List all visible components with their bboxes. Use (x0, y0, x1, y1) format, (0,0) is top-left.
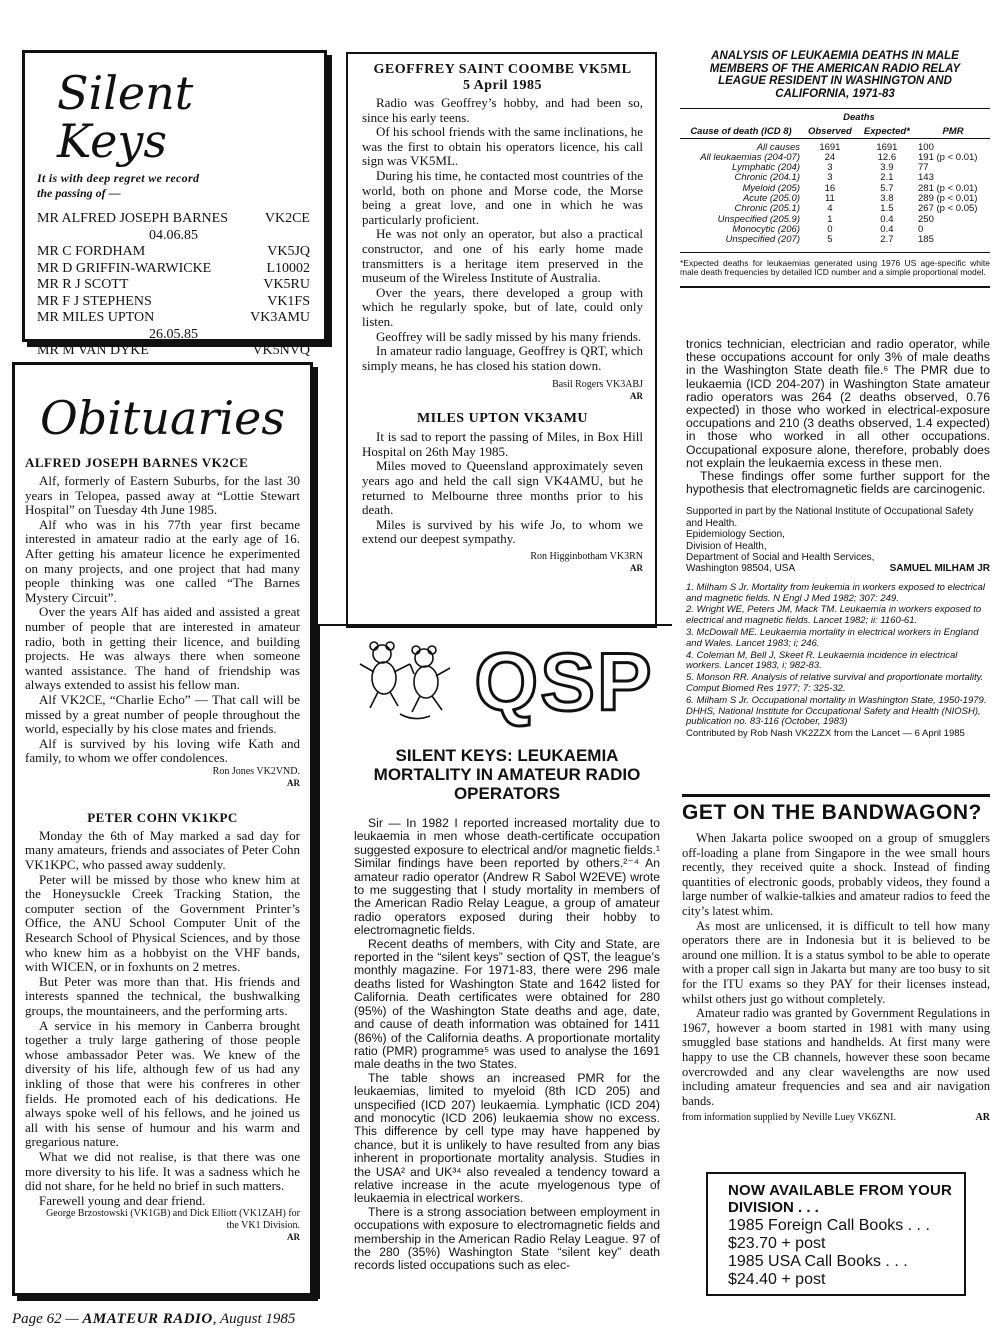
list-item: MR M VAN DYKE VK5NVQ (37, 343, 310, 358)
paragraph: Miles moved to Queensland approximately seven years ago and held the call sign VK4AMU, but he returned to Melbourne three months prior to his death. (362, 458, 643, 518)
bandwagon-title: GET ON THE BANDWAGON? (682, 801, 982, 824)
list-item-date: 26.05.85 (149, 326, 198, 342)
table-row: Myeloid (205) 16 5.7 281 (p < 0.01) (742, 182, 978, 194)
list-item: MR D GRIFFIN-WARWICKE L10002 (37, 260, 310, 276)
table-row: Chronic (204.1) 3 2.1 143 (734, 172, 934, 184)
reference: 2. Wright WE, Peters JM, Mack TM. Leukaemia in workers exposed to electrical and magnetic fields. Lancet 1982; ii: 1160-61. (686, 604, 982, 627)
paragraph: Radio was Geoffrey’s hobby, and had been so, since his early teens. (362, 95, 643, 125)
ad-price: $23.70 + post (728, 1235, 826, 1252)
table-row: Monocytic (206) 0 0.4 0 (732, 223, 924, 235)
barnes-article (25, 474, 300, 788)
ar-mark: AR (630, 563, 643, 574)
obituaries-box (12, 362, 313, 1296)
silent-keys-list (37, 211, 310, 360)
paragraph: Peter will be missed by those who knew him at the Honeysuckle Creek Tracking Station, the computer section of the Government Printer’s Office, the ANU School Computer Unit of the Research School of Physical Sciences, and by those who knew him as a hobbyist on the VHF bands, with WICEN, or in foxhunts on 2 metres. (25, 871, 300, 975)
coombe-article (362, 96, 643, 401)
ad-item: 1985 Foreign Call Books . . . (728, 1217, 930, 1234)
table-row: Unspecified (207) 5 2.7 185 (725, 234, 934, 246)
paragraph: Of his school friends with the same inclinations, he was the first to obtain his operators licence, his call sign was VK5ML. (362, 124, 643, 169)
table-row: Chronic (205.1) 4 1.5 267 (p < 0.05) (734, 203, 978, 215)
paragraph: Recent deaths of members, with City and State, are reported in the “silent keys” section of QST, the league’s monthly magazine. For 1971-83, there were 296 male deaths listed for Washington State and 1642 listed for California. Death certificates were obtained for 280 (95%) of the Washington State deaths and age, date, and cause of death information was obtained for 1411 (86%) of the California deaths. A proportionate mortality ratio (PMR) programme⁵ was used to analyse the 1691 male deaths in the two States. (354, 936, 660, 1072)
paragraph: Over the years, there developed a group with which he regularly spoke, but of late, could only listen. (362, 284, 643, 329)
obituaries-title: Obituaries (40, 391, 285, 445)
paragraph: These findings offer some further support for the hypothesis that electromagnetic fields are carcinogenic. (686, 469, 990, 497)
list-item: MR ALFRED JOSEPH BARNES VK2CE (37, 211, 310, 226)
bandwagon-article (682, 794, 990, 1123)
paragraph: Miles is survived by his wife Jo, to whom we extend our deepest sympathy. (362, 516, 643, 547)
paragraph: He was not only an operator, but also a practical constructor, and one of his early home made transmitters is a heritage item preserved in the museum of the Wireless Institute of Australia. (362, 226, 643, 286)
page-footer: Page 62 — AMATEUR RADIO, August 1985 (12, 1311, 296, 1327)
silent-keys-intro: It is with deep regret we record (37, 171, 200, 185)
paragraph: Amateur radio was granted by Government Regulations in 1967, however a boom started in 1981 with many using smuggled base stations and handhelds. At first many were happy to use the CB channels, however these soon became overcrowded and any clear wavelengths are now used including amateur frequencies and sea and air navigation bands. (682, 1006, 990, 1108)
upton-signature: Ron Higginbotham VK3RN (530, 551, 643, 563)
ar-mark: AR (287, 777, 300, 788)
list-item: MR R J SCOTT VK5RU (37, 277, 310, 292)
support-note: Supported in part by the National Institute of Occupational Safety and Health. (686, 506, 974, 529)
qsp-article (318, 624, 672, 1299)
paragraph: Alf, formerly of Eastern Suburbs, for the last 30 years in Telopea, passed away at “Lottie Stewart Hospital” on Tuesday 4th June 1985. (25, 473, 300, 518)
paragraph: A service in his memory in Canberra brought together a truly large gathering of those people whose ambassador Peter was. We knew of the diversity of his life, although few of us had any inkling of those that were his confreres in other fields. He promoted each of his dedications. He always spoke well of his fellows, and he joined us all with his sense of humour and his warm and gregarious nature. (25, 1017, 300, 1150)
qsp-title: SILENT KEYS: LEUKAEMIA MORTALITY IN AMATEUR RADIO OPERATORS (373, 746, 641, 803)
coombe-heading: GEOFFREY SAINT COOMBE VK5ML (373, 62, 632, 77)
ad-item: 1985 USA Call Books . . . (728, 1253, 908, 1270)
qsp-logo-art (449, 638, 679, 728)
paragraph: Over the years Alf has aided and assisted a great number of people that are interested in amateur radio, both in getting their licence, and building projects. He was always there when someone wanted assistance. The hand of friendship was always extended to assist his fellow man. (25, 604, 300, 693)
cohn-article (25, 829, 300, 1242)
list-item: MR C FORDHAM VK5JQ (37, 244, 310, 259)
address-city: Washington 98504, USA (686, 563, 796, 575)
table-row: Lymphatic (204) 3 3.9 77 (732, 162, 929, 174)
silent-keys-title: Silent Keys (57, 66, 194, 168)
paragraph: The table shows an increased PMR for the leukaemias, limited to myeloid (8th ICD 205) and unspecified (ICD 207) leukaemia. Lymphatic (ICD 204) and monocytic (ICD 206) leukaemia show no excess. This difference by cell type may have happened by chance, but it is unlikely to have resulted from any bias inherent in proportionate mortality analysis. Studies in the USA² and UK³⁴ also revealed a tendency toward a relative increase in the acute myelogenous type of leukaemia in electrical workers. (354, 1070, 660, 1206)
coombe-upton-box (346, 52, 657, 628)
paragraph: What we did not realise, is that there was one more diversity to his life. It was a sadness which he did not share, for he held no brief in such matters. (25, 1148, 300, 1194)
paragraph: Alf who was in his 77th year first became interested in amateur radio at the early age of 16. After getting his amateur licence he experimented on many projects, and one project that had many people thinking was one called “The Barnes Mystery Circuit”. (25, 516, 300, 605)
paragraph: tronics technician, electrician and radio operator, while these occupations account for only 3% of male deaths in the Washington State death file.⁶ The PMR due to leukaemia (ICD 204-207) in Washington State amateur radio operators was 264 (2 deaths observed, 0.76 expected) in those who worked in electrical-exposure occupations and 210 (3 deaths observed, 1.4 expected) in those who worked in all other occupations. Occupational exposure alone, therefore, probably does not explain the leukaemia excess in these men. (686, 337, 990, 470)
col-header-expected: Expected* (863, 126, 910, 138)
ar-mark: AR (287, 1232, 300, 1243)
reference: 1. Milham S Jr. Mortality from leukemia in workers exposed to electrical and magnetic fields. N Engl J Med 1982; 307: 249. (686, 581, 985, 604)
page-number: Page 62 (12, 1311, 62, 1327)
reference: 4. Coleman M, Bell J, Skeet R. Leukaemia incidence in electrical workers. Lancet 1983, i; 982-83. (686, 649, 958, 672)
contributed-note: Contributed by Rob Nash VK2ZZX from the Lancet — 6 April 1985 (686, 728, 965, 740)
table-footnote: *Expected deaths for leukaemias generated using 1976 US age-specific white male death frequencies by detailed ICD number and a simple proportional model. (680, 257, 990, 278)
paragraph: It is sad to report the passing of Miles, in Box Hill Hospital on 26th May 1985. (362, 429, 643, 459)
col-header-observed: Observed (807, 126, 852, 138)
table-row: All causes 1691 1691 100 (756, 141, 934, 153)
paragraph: There is a strong association between employment in occupations with exposure to electromagnetic fields and membership in the American Radio Relay League. 97 of the 280 (35%) Washington State “silent key” death records listed occupations such as elec- (354, 1204, 660, 1273)
qsp-body (354, 817, 660, 1273)
upton-heading: MILES UPTON VK3AMU (416, 411, 589, 427)
col-header-deaths: Deaths (843, 112, 875, 123)
analysis-section (680, 50, 990, 288)
ar-mark: AR (975, 1112, 990, 1124)
paragraph: When Jakarta police swooped on a group of smugglers off-loading a plane from Singapore in the wee small hours recently, they received quite a shock. Instead of finding quantities of electronic goods, probably videos, they found a large number of walkie-talkies and amateur radios to feed the city’s latest whim. (682, 831, 990, 918)
barnes-signature: Ron Jones VK2VND. (212, 765, 300, 777)
coombe-signature: Basil Rogers VK3ABJ (552, 379, 643, 391)
ad-line: DIVISION . . . (728, 1199, 819, 1216)
qsp-logo (354, 634, 660, 730)
silent-keys-box (22, 50, 327, 358)
table-row: Unspecified (205.9) 1 0.4 250 (717, 213, 934, 225)
reference: 5. Monson RR. Analysis of relative survival and proportionate mortality. Comput Biomed Res 1977; 7: 325-32. (686, 672, 984, 695)
qsp-logo-text: QSP (474, 638, 654, 728)
magazine-name: AMATEUR RADIO (82, 1311, 213, 1327)
reference: 3. McDowall ME. Leukaemia mortality in electrical workers in England and Wales. Lancet 1983; i; 246. (686, 627, 979, 649)
ar-mark: AR (630, 391, 643, 402)
paragraph: Alf is survived by his loving wife Kath and family, to whom we offer condolences. (25, 735, 300, 766)
continued-article (686, 338, 990, 741)
paragraph: Sir — In 1982 I reported increased mortality due to leukaemia in men whose death-certificate occupation suggested exposure to electrical and/or magnetic fields.¹ Similar findings have been reported by others.²⁻⁴ An amateur radio operator (Andrew R Sabol W2EVE) wrote to me suggesting that I study mortality in members of the American Radio Relay League, a group of amateur radio operators exposed during their hobby to electromagnetic fields. (354, 816, 660, 938)
analysis-title: ANALYSIS OF LEUKAEMIA DEATHS IN MALE MEMBERS OF THE AMERICAN RADIO RELAY LEAGUE RESIDENT IN WASHINGTON AND CALIFORNIA, 1971-83 (709, 50, 961, 100)
table-row: Acute (205.0) 11 3.8 289 (p < 0.01) (742, 193, 978, 205)
issue-date: , August 1985 (212, 1311, 296, 1327)
upton-article (362, 430, 643, 573)
barnes-heading: ALFRED JOSEPH BARNES VK2CE (25, 455, 249, 470)
bandwagon-source: from information supplied by Neville Luey VK6ZNI. (682, 1112, 896, 1124)
table-row: All leukaemias (204-07) 24 12.6 191 (p < 0.01) (700, 151, 978, 163)
cohn-signature: George Brzostowski (VK1GB) and Dick Elliott (VK1ZAH) for the VK1 Division. (46, 1208, 300, 1232)
ad-price: $24.40 + post (728, 1271, 826, 1288)
references (686, 583, 990, 740)
list-item-date: 04.06.85 (149, 227, 198, 243)
col-header-cause: Cause of death (ICD 8) (690, 126, 792, 138)
author-name: SAMUEL MILHAM JR (889, 563, 990, 575)
paragraph: Alf VK2CE, “Charlie Echo” — That call will be missed by a great number of people throughout the world, especially by his close mates and friends. (25, 691, 300, 737)
paragraph: As most are unlicensed, it is difficult to tell how many operators there are in Indonesia but it is believed to be around one million. It is a status symbol to be able to operate with a proper call sign in Jakarta but many are too busy to sit for the ITU exams so they PAY for their licenses instead, whilst others just go without completely. (682, 918, 990, 1006)
paragraph: Geoffrey will be sadly missed by his many friends. (376, 328, 642, 344)
address-line: Department of Social and Health Services, (686, 552, 875, 564)
silent-keys-intro-2: the passing of — (37, 186, 121, 200)
leukaemia-table (680, 113, 990, 246)
paragraph: During his time, he contacted most countries of the world, both on phone and Morse code, the Morse being a great love, and one in which he was particularly proficient. (362, 167, 643, 227)
paragraph: But Peter was more than that. His friends and interests spanned the technical, the bushwalking groups, the mountaineers, and the performing arts. (25, 973, 300, 1018)
paragraph: In amateur radio language, Geoffrey is QRT, which simply means, he has closed his station down. (362, 343, 643, 373)
address-line: Epidemiology Section, (686, 529, 785, 541)
list-item: MR F J STEPHENS VK1FS (37, 293, 310, 309)
coombe-date: 5 April 1985 (462, 78, 543, 93)
ad-line: NOW AVAILABLE FROM YOUR (728, 1182, 953, 1199)
paragraph: Monday the 6th of May marked a sad day for many amateurs, friends and associates of Peter Cohn VK1KPC, who passed away suddenly. (25, 827, 300, 873)
cohn-heading: PETER COHN VK1KPC (87, 809, 238, 825)
call-books-ad (706, 1172, 966, 1296)
list-item: MR MILES UPTON VK3AMU (37, 310, 310, 325)
paragraph: Farewell young and dear friend. (39, 1192, 206, 1208)
col-header-pmr: PMR (942, 126, 964, 138)
reference: 6. Milham S Jr. Occupational mortality in Washington State, 1950-1979. DHHS, National Institute for Occupational Safety and Health (NIOSH), publication no. 83-116 (October, 1983) (686, 694, 987, 728)
address-line: Division of Health, (686, 540, 767, 552)
